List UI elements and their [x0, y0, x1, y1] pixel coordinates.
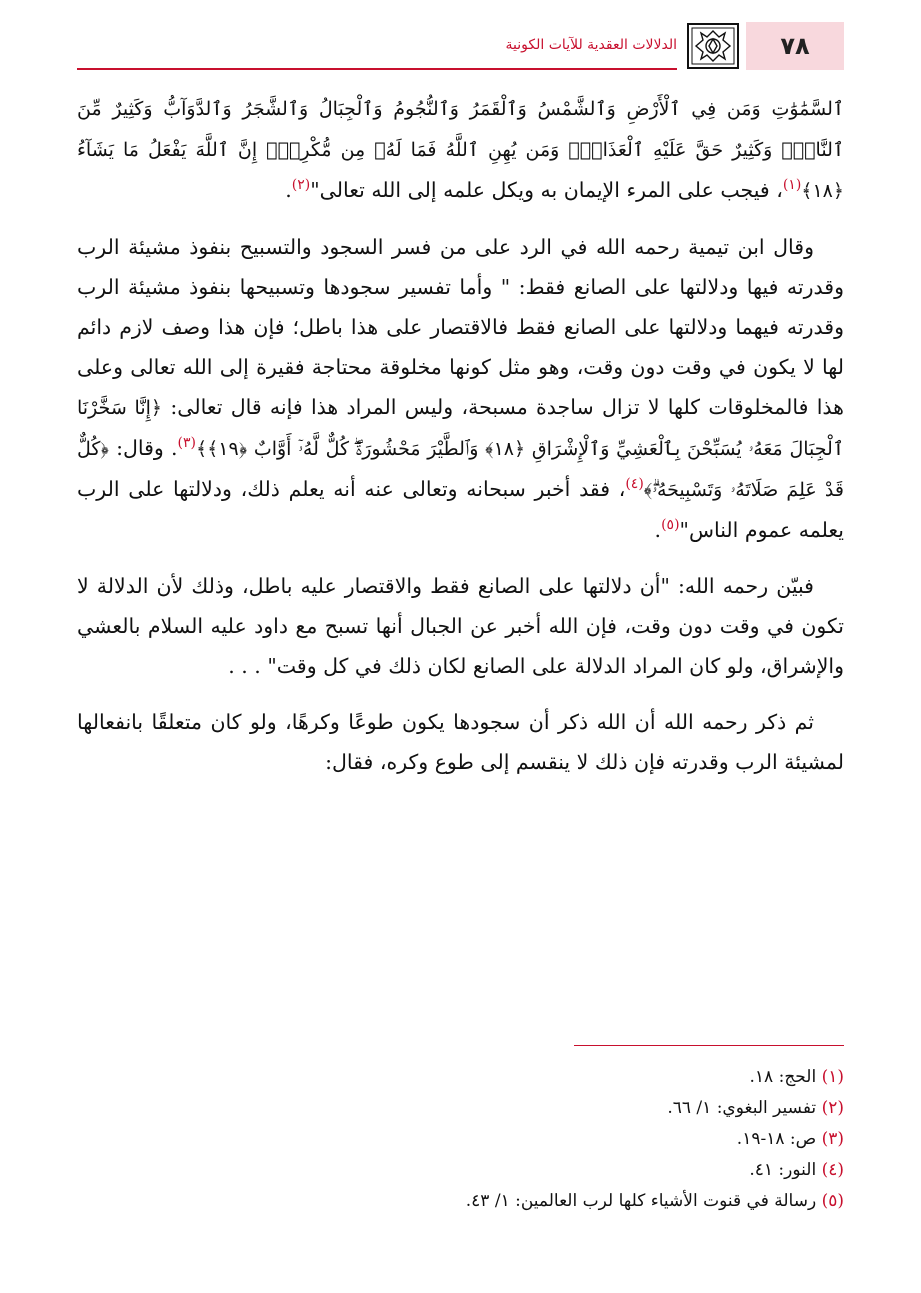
paragraph-2-text-c: ، فقد أخبر سبحانه وتعالى عنه أنه يعلم ذلك، ودلالتها على الرب يعلمه عموم الناس"	[77, 477, 844, 542]
paragraph-3: فبيّن رحمه الله: "أن دلالتها على الصانع فقط والاقتصار عليه باطل، وذلك لأن الدلالة لا تكون في وقت دون وقت، فإن الله أخبر عن الجبال أنها تسبح مع داود عليه السلام بالعشي والإشراق، ولو كان المراد الدلالة على الصانع لكان ذلك في كل وقت" . . .	[77, 574, 844, 678]
footnote-number: (٣)	[821, 1129, 844, 1149]
running-title-bar	[77, 22, 679, 70]
footnote-item	[77, 1155, 844, 1186]
paragraph-2-text-b: . وقال:	[116, 436, 178, 460]
footnote-item	[77, 1186, 844, 1217]
footnote-item	[77, 1062, 844, 1093]
footnote-text: تفسير البغوي: ١/ ٦٦.	[667, 1098, 817, 1118]
paragraph-2-text-a: وقال ابن تيمية رحمه الله في الرد على من فسر السجود والتسبيح بنفوذ مشيئة الرب وقدرته فيها ودلالتها على الصانع فقط: " وأما تفسير سجودها وتسبيحها بنفوذ مشيئة الرب وقدرته فيهما ودلالتها على الصانع فقط فالاقتصار على هذا باطل؛ فإن هذا وصف لازم دائم لها لا يكون في وقت دون وقت، وهو مثل كونها مخلوقة محتاجة فقيرة إلى الله تعالى وعلى هذا فالمخلوقات كلها لا تزال ساجدة مسبحة، وليس المراد هذا فإنه قال تعالى:	[77, 235, 844, 419]
paragraph-4: ثم ذكر رحمه الله أن الله ذكر أن سجودها يكون طوعًا وكرهًا، ولو كان متعلقًا بانفعالها لمشيئة الرب وقدرته فإن ذلك لا ينقسم إلى طوع وكره، فقال:	[77, 710, 844, 774]
footnote-item	[77, 1093, 844, 1124]
footnote-ref-5: (٥)	[661, 517, 680, 534]
footnote-ref-4: (٤)	[625, 476, 644, 493]
footnote-number: (٢)	[821, 1098, 844, 1118]
footnote-ref-3: (٣)	[177, 435, 196, 452]
quran-verse-3: ﴿كُلٌّ قَدْ عَلِمَ صَلَاتَهُۥ وَتَسْبِيحَهُۥۗ﴾	[77, 438, 844, 501]
footnote-text: رسالة في قنوت الأشياء كلها لرب العالمين: ١/ ٤٣.	[465, 1191, 817, 1211]
footnote-item	[77, 1124, 844, 1155]
page-header	[77, 22, 844, 70]
footnote-number: (٥)	[821, 1191, 844, 1211]
footnote-ref-1: (١)	[782, 177, 802, 194]
footnote-ref-2: (٢)	[291, 177, 311, 194]
footnote-text: النور: ٤١.	[749, 1160, 817, 1180]
main-text	[77, 88, 844, 798]
footnote-divider	[574, 1045, 844, 1046]
ornament-icon	[684, 22, 742, 70]
footnote-text: الحج: ١٨.	[749, 1067, 817, 1087]
paragraph-2: وقال ابن تيمية رحمه الله في الرد على من فسر السجود والتسبيح بنفوذ مشيئة الرب وقدرته فيها ودلالتها على الصانع فقط: " وأما تفسير سجودها وتسبيحها بنفوذ مشيئة الرب وقدرته فيهما ودلالتها على الصانع فقط فالاقتصار على هذا باطل؛ فإن هذا وصف لازم دائم لها لا يكون في وقت دون وقت، وهو مثل كونها مخلوقة محتاجة فقيرة إلى الله تعالى وعلى هذا فالمخلوقات كلها لا تزال ساجدة مسبحة، وليس المراد هذا فإنه قال تعالى: ﴿إِنَّا سَخَّرْنَا ٱلْجِبَالَ مَعَهُۥ يُسَبِّحْنَ بِٱلْعَشِيِّ وَٱلْإِشْرَاقِ ﴿١٨﴾ وَٱلطَّيْرَ مَحْشُورَةًۖ كُلٌّ لَّهُۥٓ أَوَّابٌ ﴿١٩﴾﴾$^{(٣)}$. وقال: ﴿كُلٌّ قَدْ عَلِمَ صَلَاتَهُۥ وَتَسْبِيحَهُۥۗ﴾$^{(٤)}$، فقد أخبر سبحانه وتعالى عنه أنه يعلم ذلك، ودلالتها على الرب يعلمه عموم الناس"$^{(٥)}$.	[77, 235, 844, 542]
running-title: الدلالات العقدية للآيات الكونية	[505, 37, 677, 53]
page-number-box	[746, 22, 844, 70]
footnotes	[77, 1062, 844, 1217]
paragraph-1-text: ، فيجب على المرء الإيمان به ويكل علمه إلى الله تعالى"	[310, 178, 783, 202]
footnote-number: (١)	[821, 1067, 844, 1087]
footnote-text: ص: ١٨-١٩.	[736, 1129, 817, 1149]
footnote-number: (٤)	[821, 1160, 844, 1180]
quran-verse-1: ٱلسَّمَٰوَٰتِ وَمَن فِي ٱلْأَرْضِ وَٱلشَّمْسُ وَٱلْقَمَرُ وَٱلنُّجُومُ وَٱلْجِبَالُ وَٱلشَّجَرُ وَٱلدَّوَآبُّ وَكَثِيرٌ مِّنَ ٱلنَّاسِۖ وَكَثِيرٌ حَقَّ عَلَيْهِ ٱلْعَذَابُۗ وَمَن يُهِنِ ٱللَّهُ فَمَا لَهُۥ مِن مُّكْرِمٍۚ إِنَّ ٱللَّهَ يَفْعَلُ مَا يَشَآءُ ﴿١٨﴾	[77, 98, 844, 202]
quran-verse-2: ﴿إِنَّا سَخَّرْنَا ٱلْجِبَالَ مَعَهُۥ يُسَبِّحْنَ بِٱلْعَشِيِّ وَٱلْإِشْرَاقِ ﴿١٨﴾ وَٱلطَّيْرَ مَحْشُورَةًۖ كُلٌّ لَّهُۥٓ أَوَّابٌ ﴿١٩﴾﴾	[77, 397, 844, 460]
paragraph-1: ٱلسَّمَٰوَٰتِ وَمَن فِي ٱلْأَرْضِ وَٱلشَّمْسُ وَٱلْقَمَرُ وَٱلنُّجُومُ وَٱلْجِبَالُ وَٱلشَّجَرُ وَٱلدَّوَآبُّ وَكَثِيرٌ مِّنَ ٱلنَّاسِۖ وَكَثِيرٌ حَقَّ عَلَيْهِ ٱلْعَذَابُۗ وَمَن يُهِنِ ٱللَّهُ فَمَا لَهُۥ مِن مُّكْرِمٍۚ إِنَّ ٱللَّهَ يَفْعَلُ مَا يَشَآءُ ﴿١٨﴾$^{(١)}$، فيجب على المرء الإيمان به ويكل علمه إلى الله تعالى"$^{(٢)}$.	[77, 98, 844, 202]
page-number: ٧٨	[780, 32, 810, 60]
